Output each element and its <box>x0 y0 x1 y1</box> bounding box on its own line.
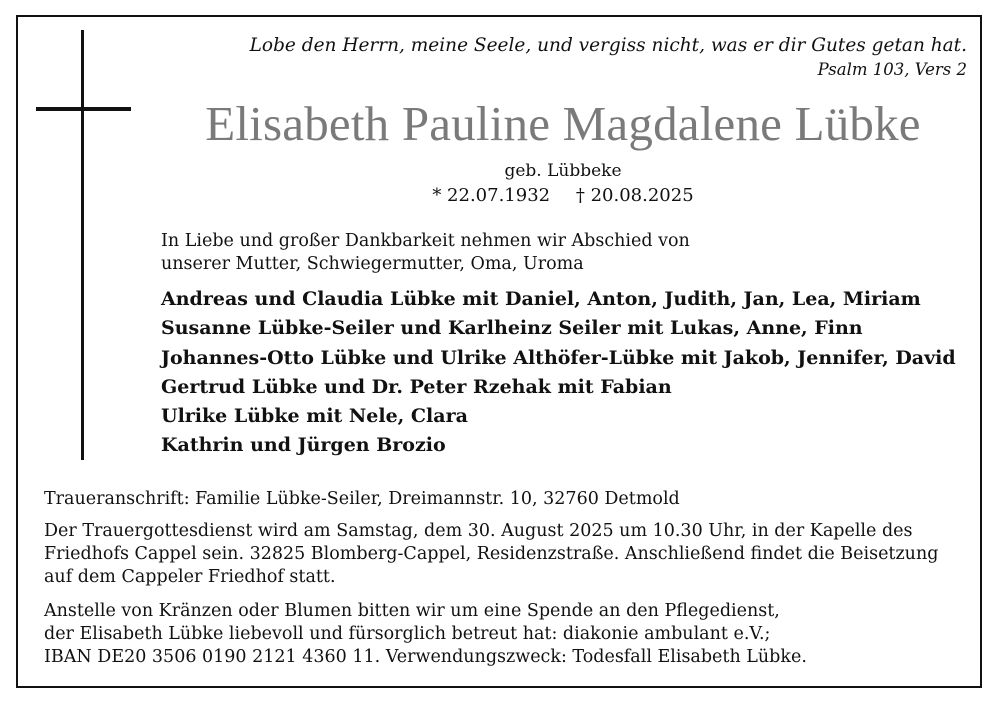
bible-verse <box>250 33 967 81</box>
mourner-line: Johannes-Otto Lübke und Ulrike Althöfer-Lübke mit Jakob, Jennifer, David <box>161 346 956 369</box>
verse-text: Lobe den Herrn, meine Seele, und vergiss nicht, was er dir Gutes getan hat. <box>249 35 967 56</box>
intro-line: In Liebe und großer Dankbarkeit nehmen wir Abschied von <box>161 231 690 251</box>
mourner-line: Gertrud Lübke und Dr. Peter Rzehak mit Fabian <box>161 375 672 398</box>
donation-line: IBAN DE20 3506 0190 2121 4360 11. Verwendungszweck: Todesfall Elisabeth Lübke. <box>44 647 807 667</box>
donation-line: Anstelle von Kränzen oder Blumen bitten wir um eine Spende an den Pflegedienst, <box>44 601 780 621</box>
deceased-name: Elisabeth Pauline Magdalene Lübke <box>205 96 921 151</box>
donation-info <box>44 600 807 669</box>
life-dates <box>158 184 968 208</box>
mourners-list <box>161 285 956 461</box>
service-line: Friedhofs Cappel sein. 32825 Blomberg-Cappel, Residenzstraße. Anschließend findet die Beisetzung <box>44 544 939 564</box>
address-line: Traueranschrift: Familie Lübke-Seiler, Dreimannstr. 10, 32760 Detmold <box>44 489 680 509</box>
mourner-line: Ulrike Lübke mit Nele, Clara <box>161 405 468 428</box>
birth-date: * 22.07.1932 <box>432 185 551 206</box>
cross-vertical-bar <box>81 30 84 460</box>
intro-line: unserer Mutter, Schwiegermutter, Oma, Uroma <box>161 254 584 274</box>
farewell-intro <box>161 230 690 276</box>
death-date: † 20.08.2025 <box>575 185 694 206</box>
service-line: Der Trauergottesdienst wird am Samstag, dem 30. August 2025 um 10.30 Uhr, in der Kapelle des <box>44 521 913 541</box>
donation-line: der Elisabeth Lübke liebevoll und fürsorglich betreut hat: diakonie ambulant e.V.; <box>44 624 771 644</box>
mourner-line: Susanne Lübke-Seiler und Karlheinz Seiler mit Lukas, Anne, Finn <box>161 317 863 340</box>
mourner-line: Kathrin und Jürgen Brozio <box>161 434 446 457</box>
mourning-address <box>44 488 680 511</box>
service-info <box>44 520 938 589</box>
verse-reference: Psalm 103, Vers 2 <box>817 60 967 79</box>
mourner-line: Andreas und Claudia Lübke mit Daniel, Anton, Judith, Jan, Lea, Miriam <box>161 288 921 310</box>
cross-horizontal-bar <box>36 107 131 111</box>
service-line: auf dem Cappeler Friedhof statt. <box>44 567 336 587</box>
birth-name: geb. Lübbeke <box>504 161 622 181</box>
